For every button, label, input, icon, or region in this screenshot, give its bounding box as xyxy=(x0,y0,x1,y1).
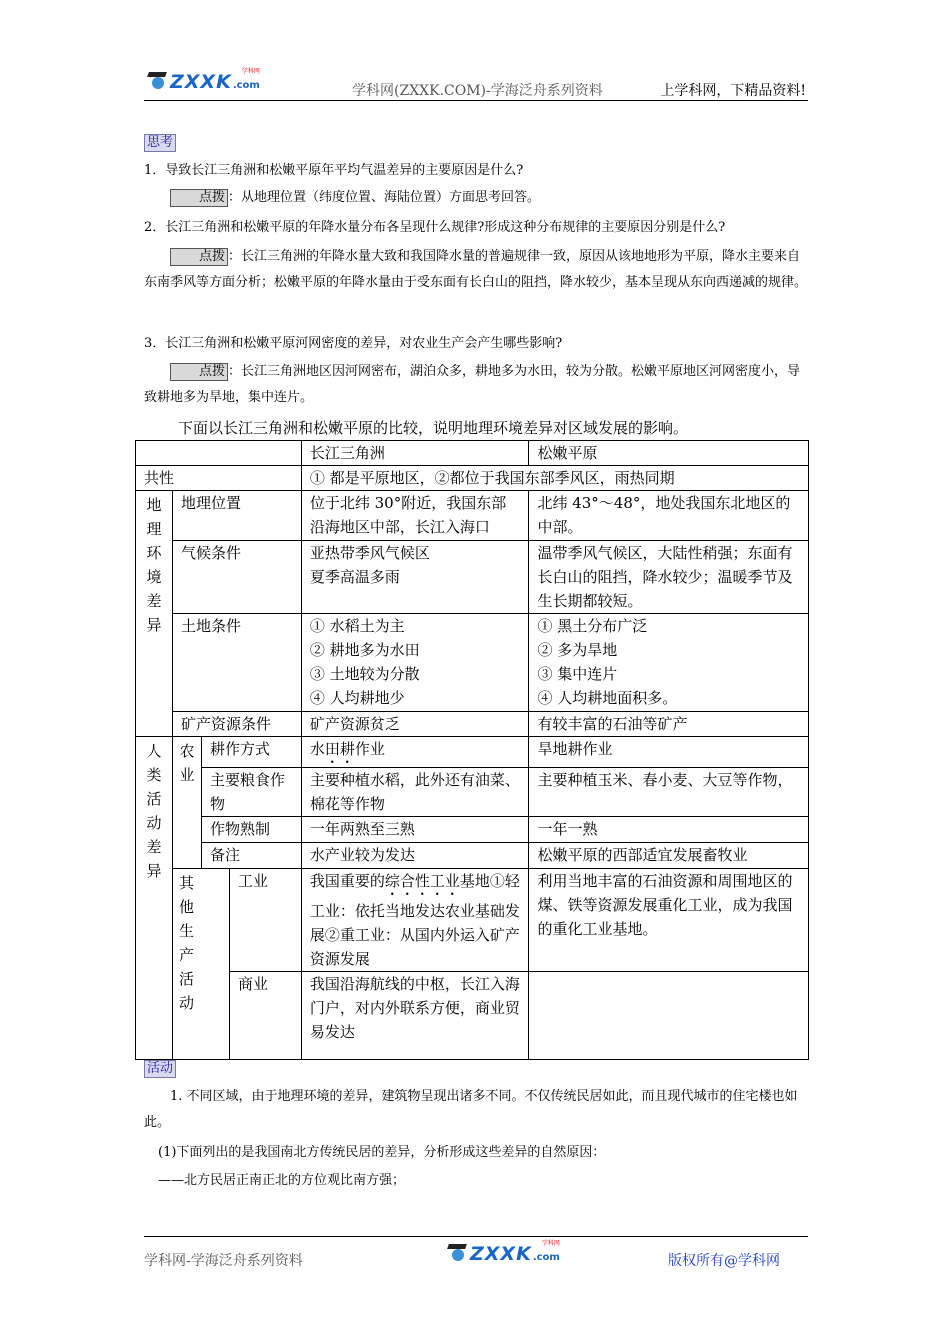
notes-songnen: 松嫩平原的西部适宜发展畜牧业 xyxy=(529,843,809,869)
comparison-table xyxy=(135,440,809,1060)
activity-paragraph-1: 1. 不同区域，由于地理环境的差异，建筑物呈现出诸多不同。不仅传统民居如此，而且现代城市的住宅楼也如此。 xyxy=(144,1089,798,1130)
table-row-ripening xyxy=(136,817,809,843)
header-corner xyxy=(136,441,302,466)
ripening-yangtze: 一年两熟至三熟 xyxy=(301,817,529,843)
table-row-mineral xyxy=(136,712,809,737)
table-row-notes xyxy=(136,843,809,869)
land-label: 土地条件 xyxy=(172,614,301,712)
location-yangtze: 位于北纬 30°附近，我国东部沿海地区中部，长江入海口 xyxy=(301,491,529,541)
table-intro: 下面以长江三角洲和松嫩平原的比较，说明地理环境差异对区域发展的影响。 xyxy=(178,419,689,437)
env-diff-label: 地理环境差异 xyxy=(136,491,173,737)
table-row-location xyxy=(136,491,809,541)
commerce-label: 商业 xyxy=(229,972,301,1060)
climate-label: 气候条件 xyxy=(172,541,301,614)
ripening-songnen: 一年一熟 xyxy=(529,817,809,843)
logo-badge: 学科网 xyxy=(541,1240,560,1247)
table-row-climate xyxy=(136,541,809,614)
header-rule xyxy=(144,100,808,101)
crops-label: 主要粮食作物 xyxy=(201,768,301,817)
agriculture-label: 农业 xyxy=(172,737,201,869)
table-row-commerce xyxy=(136,972,809,1060)
col-header-songnen: 松嫩平原 xyxy=(529,441,809,466)
footer-logo[interactable] xyxy=(446,1242,560,1264)
notes-label: 备注 xyxy=(201,843,301,869)
answer-3-text: 长江三角洲地区因河网密布，湖泊众多，耕地多为水田，较为分散。松嫩平原地区河网密度小，导致耕地多为旱地，集中连片。 xyxy=(144,364,801,405)
logo-badge: 学科网 xyxy=(241,68,260,75)
footer-copyright[interactable]: 版权所有@学科网 xyxy=(668,1253,780,1269)
farming-yangtze: 水田耕作业 xyxy=(301,737,529,768)
commerce-yangtze: 我国沿海航线的中枢，长江入海门户，对内外联系方便，商业贸易发达 xyxy=(301,972,529,1060)
answer-1: 点拨 ：从地理位置（纬度位置、海陆位置）方面思考回答。 xyxy=(144,185,808,211)
tip-label: 点拨 xyxy=(170,248,228,266)
table-row-header xyxy=(136,441,809,466)
tip-label: 点拨 xyxy=(170,363,228,381)
answer-2: 点拨 ：长江三角洲的年降水量大致和我国降水量的普遍规律一致，原因从该地地形为平原，降水主要来自东南季风等方面分析；松嫩平原的年降水量由于受东面有长白山的阻挡，降水较少，基本呈现从东向西递减的规律。 xyxy=(144,249,808,290)
question-1: 1．导致长江三角洲和松嫩平原年平均气温差异的主要原因是什么? xyxy=(144,163,524,178)
other-activities-label: 其他生产活动 xyxy=(172,869,229,1060)
mineral-songnen: 有较丰富的石油等矿产 xyxy=(529,712,809,737)
col-header-yangtze: 长江三角洲 xyxy=(301,441,529,466)
graduation-cap-icon xyxy=(146,70,168,92)
table-row-land xyxy=(136,614,809,712)
answer-3: 点拨 ：长江三角洲地区因河网密布，湖泊众多，耕地多为水田，较为分散。松嫩平原地区河网密度小，导致耕地多为旱地，集中连片。 xyxy=(144,364,801,405)
climate-songnen: 温带季风气候区，大陆性稍强；东面有长白山的阻挡，降水较少；温暖季节及生长期都较短。 xyxy=(529,541,809,614)
think-heading xyxy=(144,130,808,156)
logo-domain: .com xyxy=(532,1252,560,1263)
common-text: ① 都是平原地区，②都位于我国东部季风区，雨热同期 xyxy=(301,466,808,491)
logo-text: ZXXK xyxy=(170,71,232,93)
activity-paragraph-3: ——北方民居正南正北的方位观比南方强； xyxy=(158,1173,406,1188)
activity-tag: 活动 xyxy=(144,1060,176,1078)
tip-label: 点拨 xyxy=(170,189,228,207)
ripening-label: 作物熟制 xyxy=(201,817,301,843)
commerce-songnen xyxy=(529,972,809,1060)
think-tag: 思考 xyxy=(144,134,176,152)
question-2: 2．长江三角洲和松嫩平原的年降水量分布各呈现什么规律?形成这种分布规律的主要原因分别是什么? xyxy=(144,220,726,235)
industry-songnen: 利用当地丰富的石油资源和周围地区的煤、铁等资源发展重化工业，成为我国的重化工业基地。 xyxy=(529,869,809,972)
land-yangtze: ① 水稻土为主 ② 耕地多为水田 ③ 土地较为分散 ④ 人均耕地少 xyxy=(301,614,529,712)
mineral-yangtze: 矿产资源贫乏 xyxy=(301,712,529,737)
footer-left-text: 学科网-学海泛舟系列资料 xyxy=(144,1253,303,1269)
location-songnen: 北纬 43°～48°，地处我国东北地区的中部。 xyxy=(529,491,809,541)
location-label: 地理位置 xyxy=(172,491,301,541)
footer-rule xyxy=(144,1236,808,1237)
site-logo[interactable] xyxy=(146,70,260,92)
header-slogan: 上学科网，下精品资料! xyxy=(660,83,806,99)
table-row-farming xyxy=(136,737,809,768)
mineral-label: 矿产资源条件 xyxy=(172,712,301,737)
answer-2-text: 长江三角洲的年降水量大致和我国降水量的普遍规律一致，原因从该地地形为平原，降水主要来自东南季风等方面分析；松嫩平原的年降水量由于受东面有长白山的阻挡，降水较少，基本呈现从东向西递减的规律。 xyxy=(144,249,808,290)
crops-yangtze: 主要种植水稻，此外还有油菜、棉花等作物 xyxy=(301,768,529,817)
notes-yangtze: 水产业较为发达 xyxy=(301,843,529,869)
activity-heading xyxy=(144,1056,808,1082)
table-row-common xyxy=(136,466,809,491)
land-songnen: ① 黑土分布广泛 ② 多为旱地 ③ 集中连片 ④ 人均耕地面积多。 xyxy=(529,614,809,712)
crops-songnen: 主要种植玉米、春小麦、大豆等作物， xyxy=(529,768,809,817)
graduation-cap-icon xyxy=(446,1242,468,1264)
activity-paragraph-2: (1)下面列出的是我国南北方传统民居的差异，分析形成这些差异的自然原因： xyxy=(158,1145,606,1160)
logo-domain: .com xyxy=(232,80,260,91)
common-label: 共性 xyxy=(136,466,302,491)
farming-label: 耕作方式 xyxy=(201,737,301,768)
header-title: 学科网(ZXXK.COM)-学海泛舟系列资料 xyxy=(352,83,603,99)
climate-yangtze: 亚热带季风气候区 夏季高温多雨 xyxy=(301,541,529,614)
question-3: 3．长江三角洲和松嫩平原河网密度的差异，对农业生产会产生哪些影响? xyxy=(144,336,563,351)
answer-1-text: 从地理位置（纬度位置、海陆位置）方面思考回答。 xyxy=(241,190,541,205)
farming-songnen: 旱地耕作业 xyxy=(529,737,809,768)
human-diff-label: 人类活动差异 xyxy=(136,737,173,1060)
logo-text: ZXXK xyxy=(470,1243,532,1265)
industry-label: 工业 xyxy=(229,869,301,972)
table-row-crops xyxy=(136,768,809,817)
table-row-industry xyxy=(136,869,809,972)
industry-yangtze: 我国重要的综合性工业基地①轻工业：依托当地发达农业基础发展②重工业：从国内外运入矿产资源发展 xyxy=(301,869,529,972)
